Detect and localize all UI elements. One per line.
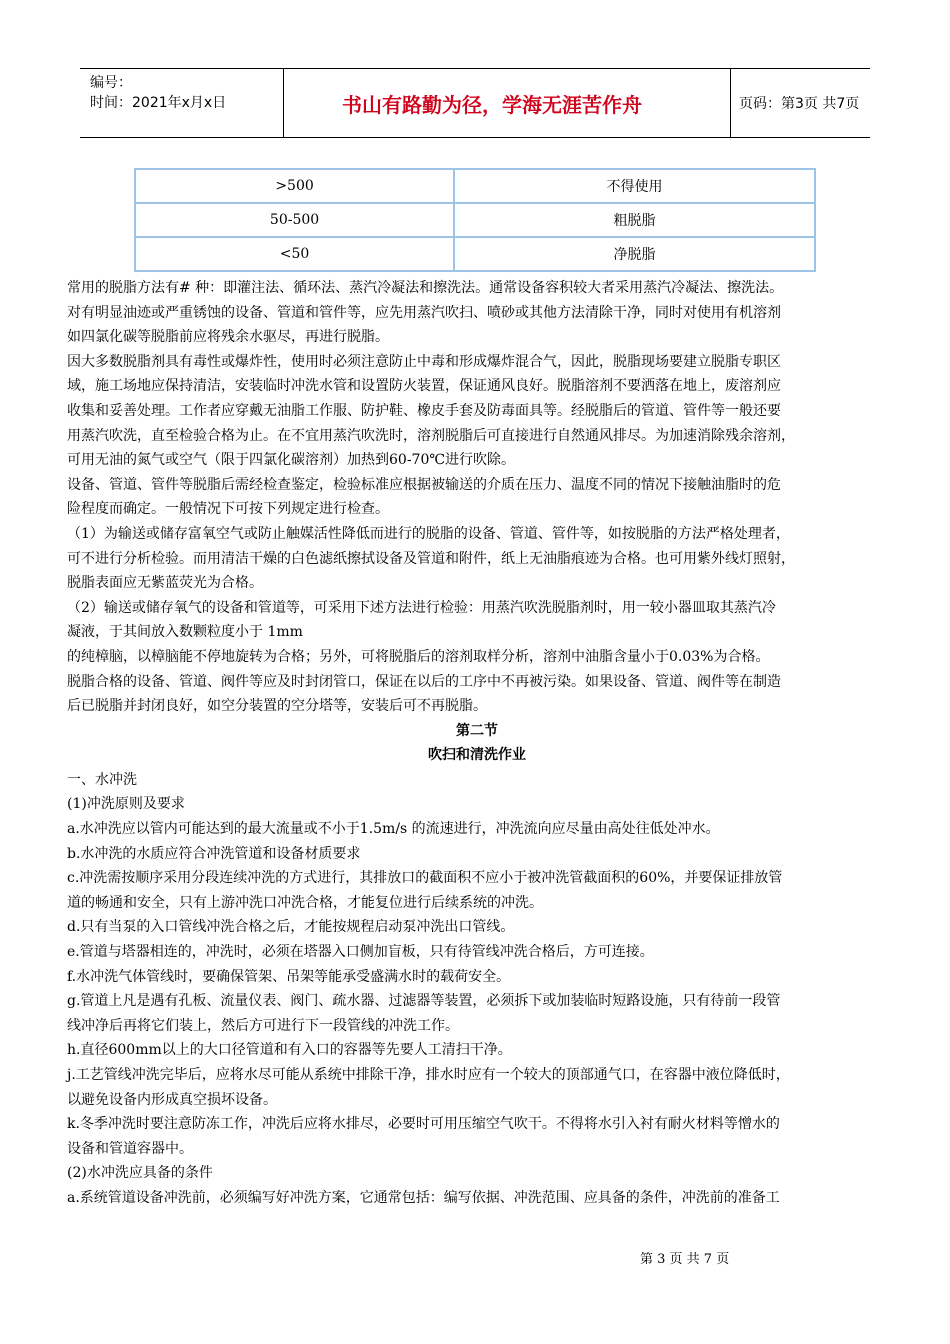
section-title: 吹扫和清洗作业 — [428, 747, 526, 764]
header-page-label: 页码：第3页 共7页 — [739, 96, 860, 112]
header-page-cell — [731, 69, 870, 137]
header-motto-cell — [283, 69, 731, 137]
text-line: 设备、管道、管件等脱脂后需经检查鉴定，检验标准应根据被输送的介质在压力、温度不同的情况下接触油脂时的危 — [67, 476, 781, 493]
text-line: 可不进行分析检验。而用清洁干燥的白色滤纸擦拭设备及管道和附件，纸上无油脂痕迹为合格。也可用紫外线灯照射， — [67, 550, 795, 567]
text-line: a.系统管道设备冲洗前，必须编写好冲洗方案，它通常包括：编写依据、冲洗范围、应具备的条件，冲洗前的准备工 — [67, 1189, 780, 1206]
text-line: 脱脂表面应无紫蓝荧光为合格。 — [67, 575, 263, 592]
table-cell-range: 50-500 — [135, 203, 454, 237]
text-line: 一、水冲洗 — [67, 771, 137, 788]
table-cell-range: <50 — [135, 237, 454, 271]
text-line: a.水冲洗应以管内可能达到的最大流量或不小于1.5m/s 的流速进行，冲洗流向应尽量由高处往低处冲水。 — [67, 821, 720, 838]
text-line: 域，施工场地应保持清洁，安装临时冲洗水管和设置防火装置，保证通风良好。脱脂溶剂不要洒落在地上，废溶剂应 — [67, 378, 781, 395]
header-left-cell — [80, 69, 283, 137]
text-line: （1）为输送或储存富氧空气或防止触媒活性降低而进行的脱脂的设备、管道、管件等，如按脱脂的方法严格处理者， — [67, 525, 790, 542]
text-line: (1)冲洗原则及要求 — [67, 796, 185, 813]
text-line: d.只有当泵的入口管线冲洗合格之后，才能按规程启动泵冲洗出口管线。 — [67, 919, 515, 936]
text-line: 如四氯化碳等脱脂前应将残余水驱尽，再进行脱脂。 — [67, 329, 389, 346]
text-line: 凝液，于其间放入数颗粒度小于 1mm — [67, 624, 303, 641]
table-cell-result: 粗脱脂 — [454, 203, 815, 237]
text-line: （2）输送或储存氧气的设备和管道等，可采用下述方法进行检验：用蒸汽吹洗脱脂剂时，用一较小器皿取其蒸汽冷 — [67, 599, 776, 616]
text-line: g.管道上凡是遇有孔板、流量仪表、阀门、疏水器、过滤器等装置，必须拆下或加装临时短路设施，只有待前一段管 — [67, 993, 781, 1010]
text-line: 脱脂合格的设备、管道、阀件等应及时封闭管口，保证在以后的工序中不再被污染。如果设备、管道、阀件等在制造 — [67, 673, 781, 690]
document-number-label: 编号： — [90, 75, 132, 91]
header-motto: 书山有路勤为径，学海无涯苦作舟 — [342, 92, 642, 117]
text-line: c.冲洗需按顺序采用分段连续冲洗的方式进行，其排放口的截面积不应小于被冲洗管截面积的60%，并要保证排放管 — [67, 870, 783, 887]
text-line: 可用无油的氮气或空气（限于四氯化碳溶剂）加热到60-70℃进行吹除。 — [67, 452, 516, 469]
table-row — [135, 203, 815, 237]
text-line: j.工艺管线冲洗完毕后，应将水尽可能从系统中排除干净，排水时应有一个较大的顶部通气口，在容器中液位降低时， — [67, 1067, 790, 1083]
text-line: 险程度而确定。一般情况下可按下列规定进行检查。 — [67, 501, 389, 518]
page-header — [80, 68, 870, 138]
page-footer: 第 3 页 共 7 页 — [640, 1252, 730, 1267]
table-cell-result: 不得使用 — [454, 169, 815, 203]
text-line: k.冬季冲洗时要注意防冻工作，冲洗后应将水排尽，必要时可用压缩空气吹干。不得将水引入衬有耐火材料等憎水的 — [67, 1116, 780, 1133]
text-line: 常用的脱脂方法有# 种：即灌注法、循环法、蒸汽冷凝法和擦洗法。通常设备容积较大者采用蒸汽冷凝法、擦洗法。 — [67, 280, 784, 296]
text-line: h.直径600mm以上的大口径管道和有入口的容器等先要人工清扫干净。 — [67, 1042, 512, 1059]
text-line: 对有明显油迹或严重锈蚀的设备、管道和管件等，应先用蒸汽吹扫、喷砂或其他方法清除干净，同时对使用有机溶剂 — [67, 304, 781, 321]
table-row — [135, 237, 815, 271]
text-line: f.水冲洗气体管线时，要确保管架、吊架等能承受盛满水时的载荷安全。 — [67, 968, 511, 985]
body-text — [67, 276, 887, 1211]
table-cell-result: 净脱脂 — [454, 237, 815, 271]
text-line: 的纯樟脑，以樟脑能不停地旋转为合格；另外，可将脱脂后的溶剂取样分析，溶剂中油脂含量小于0.03%为合格。 — [67, 648, 770, 665]
section-number: 第二节 — [456, 722, 498, 739]
text-line: 后已脱脂并封闭良好，如空分装置的空分塔等，安装后可不再脱脂。 — [67, 698, 487, 715]
text-line: (2)水冲洗应具备的条件 — [67, 1165, 213, 1182]
text-line: 收集和妥善处理。工作者应穿戴无油脂工作服、防护鞋、橡皮手套及防毒面具等。经脱脂后的管道、管件等一般还要 — [67, 402, 781, 419]
text-line: 以避免设备内形成真空损坏设备。 — [67, 1091, 277, 1108]
text-line: e.管道与塔器相连的，冲洗时，必须在塔器入口侧加盲板，只有待管线冲洗合格后，方可连接。 — [67, 944, 654, 961]
text-line: b.水冲洗的水质应符合冲洗管道和设备材质要求 — [67, 845, 361, 862]
degreasing-grade-table — [134, 168, 816, 272]
table-row — [135, 169, 815, 203]
text-line: 用蒸汽吹洗，直至检验合格为止。在不宜用蒸汽吹洗时，溶剂脱脂后可直接进行自然通风排尽。为加速消除残余溶剂， — [67, 427, 795, 444]
text-line: 线冲净后再将它们装上，然后方可进行下一段管线的冲洗工作。 — [67, 1017, 459, 1034]
text-line: 道的畅通和安全，只有上游冲洗口冲洗合格，才能复位进行后续系统的冲洗。 — [67, 894, 543, 911]
table-cell-range: >500 — [135, 169, 454, 203]
text-line: 设备和管道容器中。 — [67, 1140, 193, 1157]
document-date-label: 时间：2021年x月x日 — [90, 95, 227, 111]
text-line: 因大多数脱脂剂具有毒性或爆炸性，使用时必须注意防止中毒和形成爆炸混合气，因此，脱脂现场要建立脱脂专职区 — [67, 353, 781, 370]
